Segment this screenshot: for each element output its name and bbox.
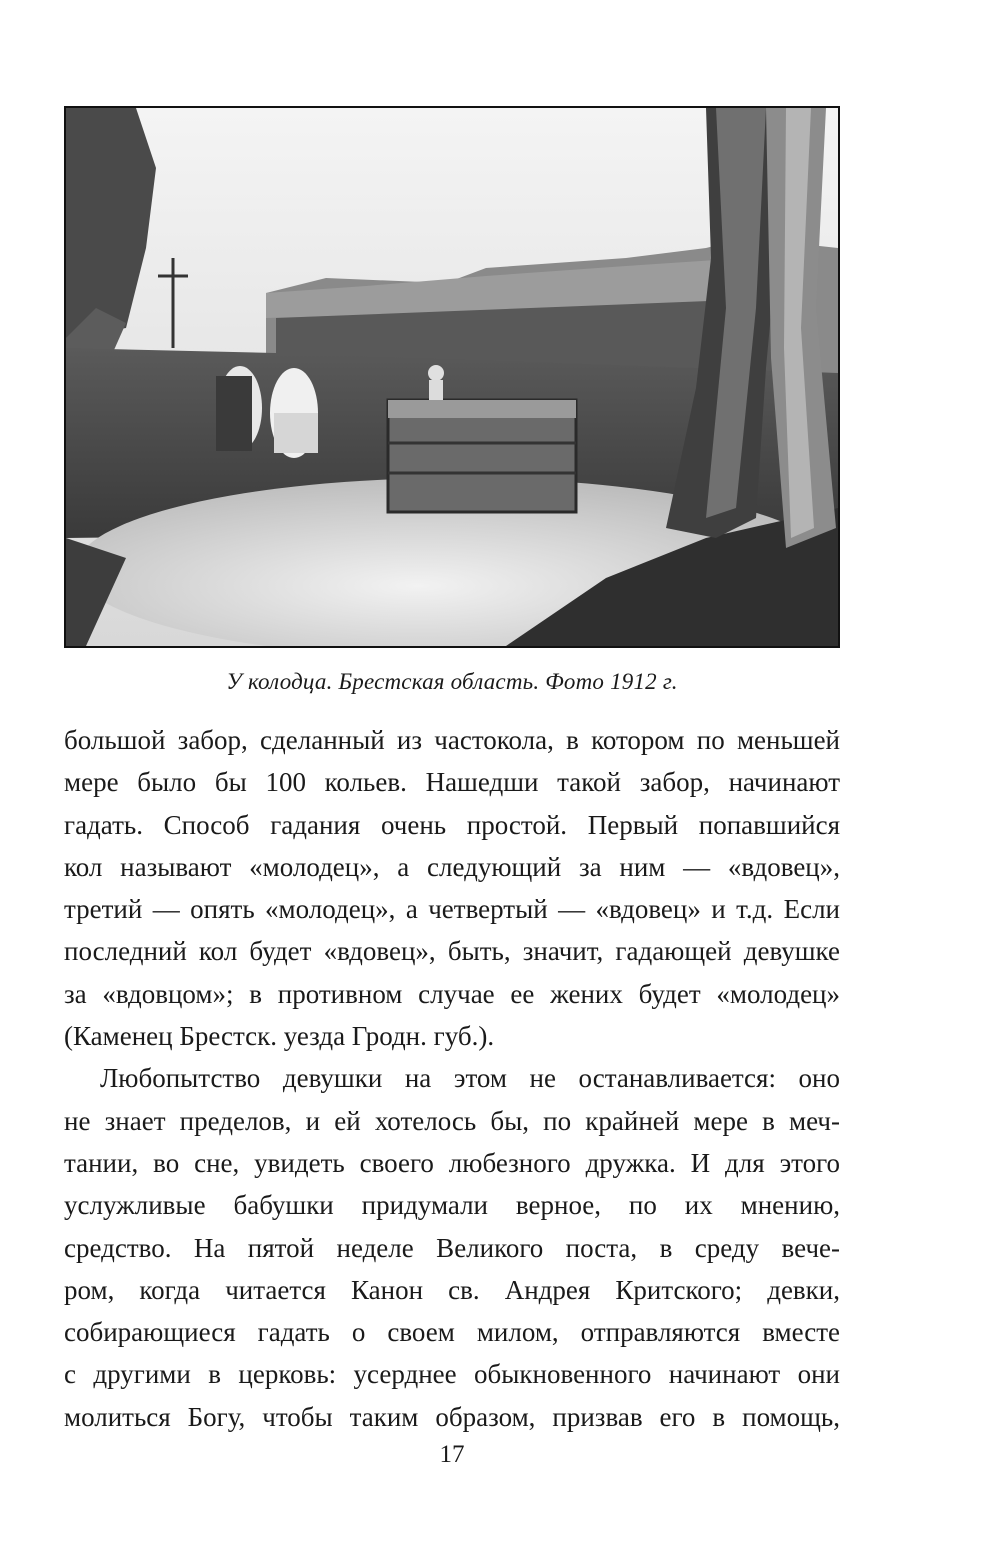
text-line: гадать. Способ гадания очень простой. Первый попавшийся (64, 809, 840, 840)
text-line: третий — опять «молодец», а четвертый — «вдовец» и т.д. Если (64, 894, 840, 925)
text-line: с другими в церковь: усерднее обыкновенного начинают они (64, 1359, 840, 1390)
photo-caption: У колодца. Брестская область. Фото 1912 г. (226, 669, 678, 694)
photo-illustration (66, 108, 838, 646)
village-well-photo (64, 106, 840, 648)
page-number: 17 (439, 1441, 465, 1468)
text-line: молиться Богу, чтобы таким образом, призвав его в помощь, (64, 1401, 840, 1432)
text-line: за «вдовцом»; в противном случае ее жених будет «молодец» (64, 978, 840, 1009)
text-line: Любопытство девушки на этом не останавливается: оно (100, 1063, 840, 1094)
text-line: услужливые бабушки придумали верное, по их мнению, (64, 1190, 840, 1221)
text-line: последний кол будет «вдовец», быть, значит, гадающей девушке (64, 936, 840, 967)
text-line: мере было бы 100 кольев. Нашедши такой забор, начинают (64, 767, 840, 798)
body-text (64, 719, 840, 1438)
text-line: средство. На пятой неделе Великого поста, в среду вече- (64, 1232, 840, 1263)
text-line: не знает пределов, и ей хотелось бы, по крайней мере в меч- (64, 1105, 840, 1136)
text-line: большой забор, сделанный из частокола, в котором по меньшей (64, 725, 840, 755)
text-line: тании, во сне, увидеть своего любезного дружка. И для этого (64, 1147, 840, 1178)
text-line: (Каменец Брестск. уезда Гродн. губ.). (64, 1021, 495, 1052)
text-line: кол называют «молодец», а следующий за ним — «вдовец», (64, 851, 840, 882)
text-line: ром, когда читается Канон св. Андрея Критского; девки, (64, 1274, 840, 1305)
text-line: собирающиеся гадать о своем милом, отправляются вместе (64, 1317, 840, 1348)
